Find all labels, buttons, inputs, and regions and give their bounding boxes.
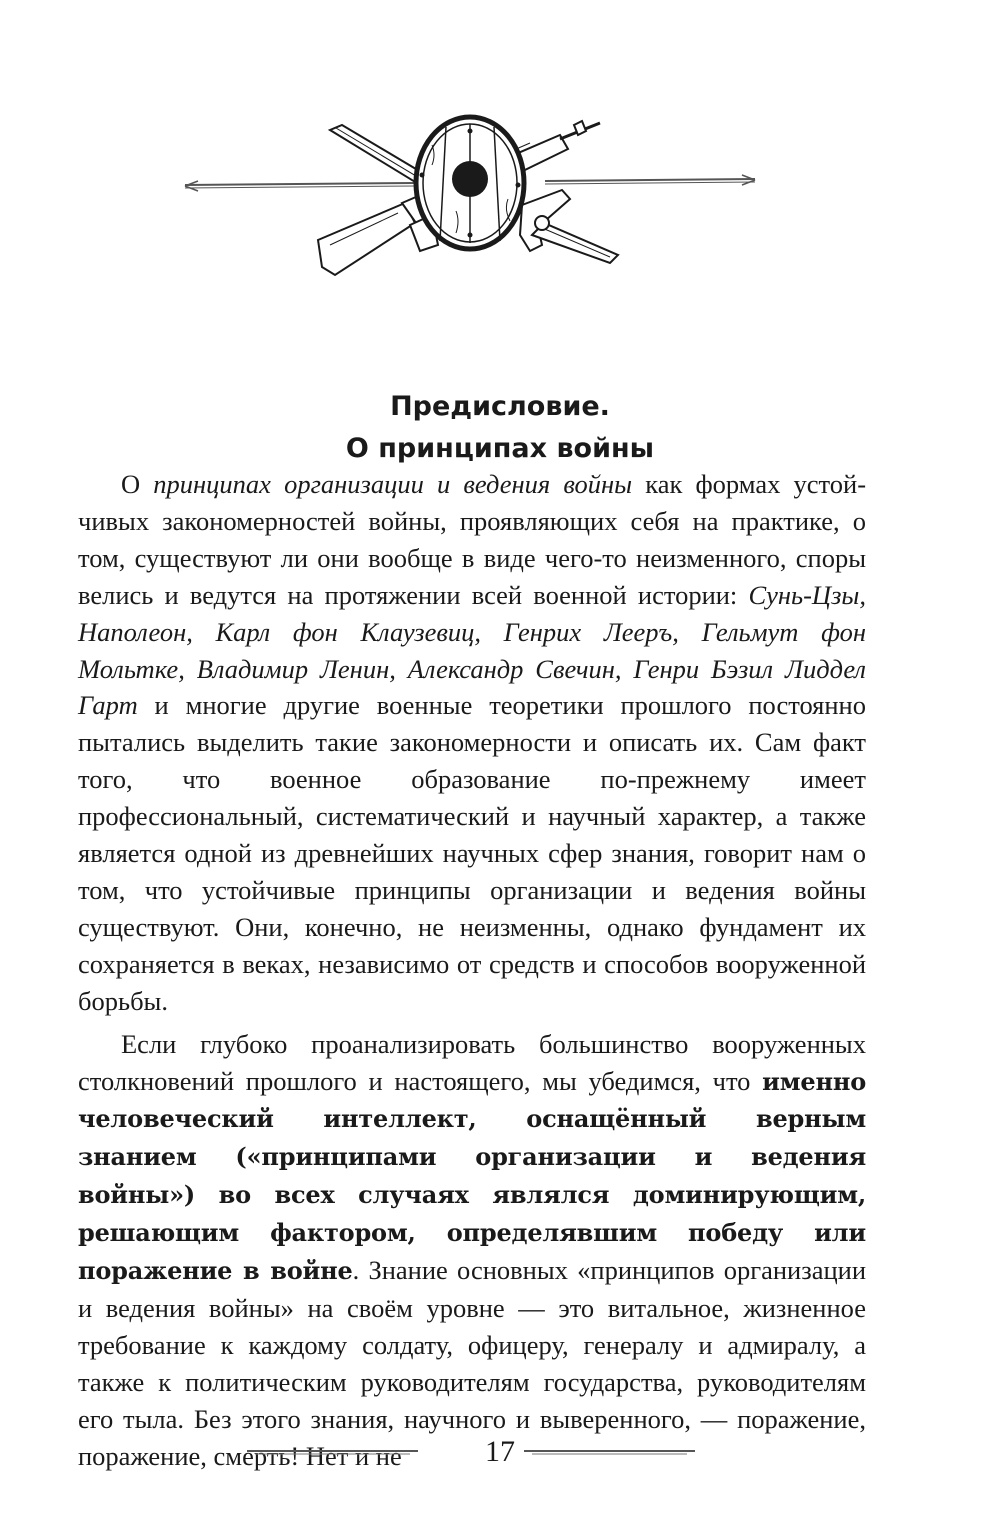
paragraph-2-text-1: Если глубоко проанализировать большинство вооруженных столкновений прошлого и настоящего, мы убедимся, что [78, 1028, 866, 1096]
round-shield-icon [416, 117, 524, 249]
paragraph-2-bold: именно человеческий интеллект, оснащённый верным знанием («принципами организации и ведения войны») во всех случаях являлся доминирующим, решающим фактором, определявшим победу или поражение в войне [78, 1066, 866, 1286]
paragraph-2-text-2: . Знание основных «принципов организации и ведения войны» на своём уровне — это витальное, жизненное требование к каждому солдату, офицеру, генералу и адмиралу, а также к политическим руководителям государства, руководителям его тыла. Без этого знания, научного и выверенного, — поражение, поражение, смерть! Нет и не [78, 1255, 866, 1471]
left-arrow-line [185, 181, 415, 191]
right-arrow-line [545, 175, 755, 185]
body-text [78, 466, 866, 1474]
paragraph-1-text-1: О [121, 469, 154, 499]
paragraph-2 [78, 1026, 866, 1475]
paragraph-1-italic-names: Сунь-Цзы, Наполеон, Карл фон Клаузевиц, Генрих Лееръ, Гельмут фон Мольтке, Владимир Ленин, Александр Свечин, Генри Бэзил Лиддел Гарт [78, 579, 866, 721]
page-number: 17 [485, 1435, 515, 1468]
paragraph-1-italic-1: принципах организации и ведения войны [153, 469, 633, 499]
page-footer [0, 1428, 1000, 1478]
paragraph-1 [78, 466, 866, 1020]
title-line-2: О принципах войны [345, 433, 655, 465]
paragraph-1-text-3: и многие другие военные теоретики прошлого постоянно пытались выделить такие закономерности и описать их. Сам факт того, что военное образование по-прежнему имеет профессиональный, систематический и научный характер, а также является одной из древнейших научных сфер знания, говорит нам о том, что устойчивые принципы организации и ведения войны существуют. Они, конечно, не неизменны, однако фундамент их сохраняется в веках, независимо от средств и способов вооруженной борьбы. [78, 690, 866, 1016]
title-line-1: Предисловие. [390, 391, 610, 423]
page-title [0, 386, 1000, 470]
paragraph-1-text-2: как формах устойчивых закономерностей войны, проявляющих себя на практике, о том, существуют ли они вообще в виде чего-то неизменного, споры велись и ведутся на протяжении всей военной истории: [78, 469, 867, 610]
crossed-weapons-shield-icon [170, 95, 770, 310]
footer-right-ornament [522, 1446, 697, 1458]
